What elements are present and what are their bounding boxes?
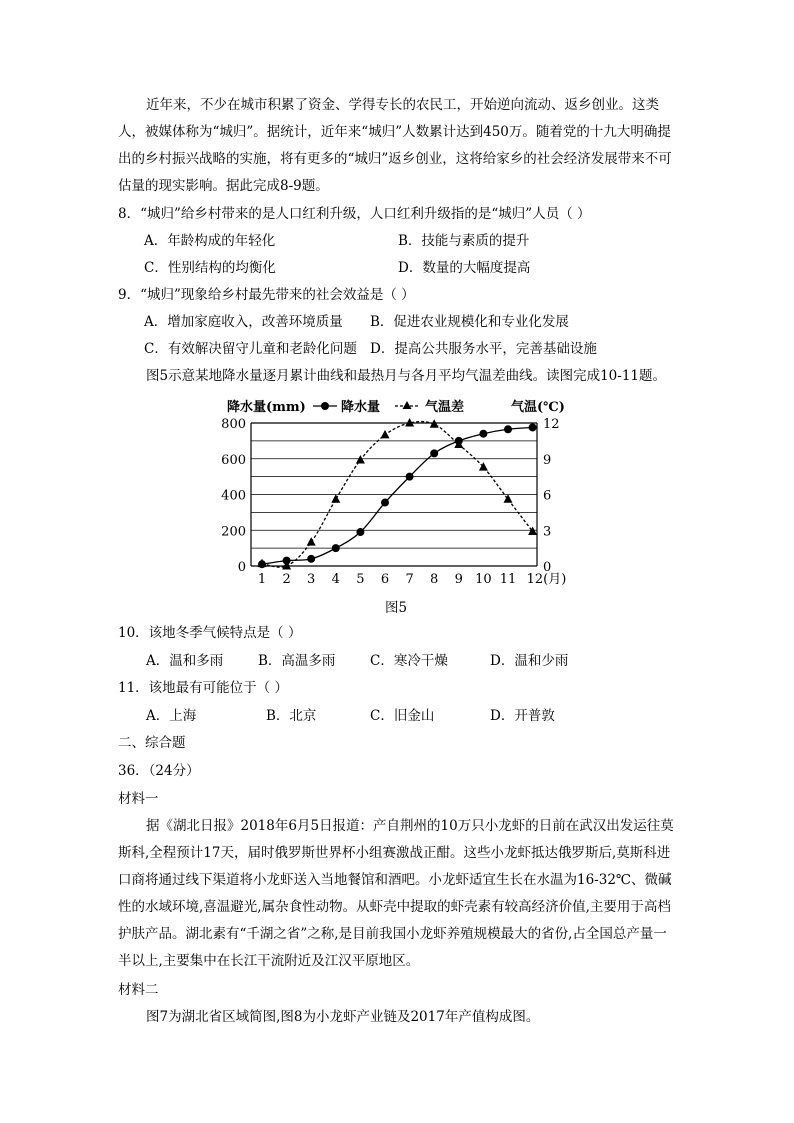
precip-point	[430, 449, 438, 457]
left-tick-label: 600	[221, 452, 246, 468]
tempdiff-point	[331, 494, 340, 503]
right-axis-label: 气温(℃)	[511, 400, 565, 415]
x-tick-label: 8	[430, 572, 439, 587]
left-tick-label: 800	[221, 417, 246, 432]
legend-tempdiff-marker	[403, 401, 412, 409]
precip-temp-chart	[215, 393, 575, 593]
question-8-option-b: B．技能与素质的提升	[398, 233, 530, 249]
question-11-option-b: B．北京	[266, 708, 317, 724]
x-tick-label: 7	[405, 572, 414, 587]
question-10-option-b: B．高温多雨	[258, 653, 336, 669]
precip-line	[262, 427, 533, 564]
left-tick-label: 200	[221, 524, 246, 540]
figure-intro: 图5示意某地降水量逐月累计曲线和最热月与各月平均气温差曲线。读图完成10-11题。	[146, 368, 667, 384]
precip-point	[406, 473, 414, 481]
right-tick-label: 9	[543, 452, 552, 468]
question-10-stem: 10．该地冬季气候特点是（ ）	[118, 625, 302, 641]
question-9-option-c: C．有效解决留守儿童和老龄化问题	[144, 341, 357, 357]
x-tick-label: 1	[257, 572, 267, 587]
material-2-text: 图7为湖北省区域简图,图8为小龙虾产业链及2017年产值构成图。	[146, 1009, 540, 1025]
question-11-option-c: C．旧金山	[370, 708, 435, 724]
question-8-option-a: A．年龄构成的年轻化	[144, 233, 276, 249]
tempdiff-point	[381, 430, 390, 439]
chart-ticks	[221, 417, 566, 587]
precip-point	[504, 425, 512, 433]
x-tick-label: 6	[380, 572, 390, 587]
x-tick-label: 5	[356, 572, 365, 587]
right-tick-label: 6	[543, 488, 552, 504]
tempdiff-point	[528, 526, 537, 535]
left-tick-label: 400	[221, 488, 246, 504]
x-tick-label: 2	[282, 572, 291, 587]
question-10-option-c: C．寒冷干燥	[370, 653, 448, 669]
question-9-stem: 9．“城归”现象给乡村最先带来的社会效益是（ ）	[118, 287, 415, 303]
precip-point	[479, 430, 487, 438]
tempdiff-point	[504, 494, 513, 503]
chart-gridlines	[251, 441, 537, 548]
x-tick-label: 9	[454, 572, 463, 587]
left-tick-label: 0	[237, 560, 246, 575]
question-36-header: 36．（24分）	[118, 763, 200, 779]
tempdiff-point	[307, 537, 316, 546]
question-8-option-d: D．数量的大幅度提高	[398, 260, 531, 276]
material-1-text: 据《湖北日报》2018年6月5日报道：产自荆州的10万只小龙虾的日前在武汉出发运往莫斯科,全程预计17天，届时俄罗斯世界杯小组赛激战正酣。这些小龙虾抵达俄罗斯后,莫斯科进口商将通过线下渠道将小龙虾送入当地餐馆和酒吧。小龙虾适宜生长在水温为16-32℃、微碱性的水域环境,喜温避光,属杂食性动物。从虾壳中提取的虾壳素有较高经济价值,主要用于高档护肤产品。湖北素有“千湖之省”之称,是目前我国小龙虾养殖规模最大的省份,占全国总产量一半以上,主要集中在长江干流附近及江汉平原地区。	[118, 818, 674, 969]
x-tick-label: 11	[499, 572, 517, 587]
legend-tempdiff-label: 气温差	[425, 400, 465, 415]
tempdiff-point	[479, 462, 488, 471]
x-tick-label: 4	[331, 572, 340, 587]
right-tick-label: 3	[543, 524, 552, 540]
material-2-title: 材料二	[118, 982, 159, 998]
x-tick-label: 3	[307, 572, 316, 587]
x-tick-label: 10	[475, 572, 492, 587]
precip-point	[332, 544, 340, 552]
precip-point	[529, 423, 537, 431]
question-9-option-d: D．提高公共服务水平，完善基础设施	[370, 341, 597, 357]
precip-point	[356, 528, 364, 536]
precip-point	[307, 555, 315, 563]
question-8-option-c: C．性别结构的均衡化	[144, 260, 276, 276]
question-9-option-b: B．促进农业规模化和专业化发展	[370, 314, 569, 330]
legend-precip-label: 降水量	[341, 400, 381, 415]
passage-chengui: 近年来，不少在城市积累了资金、学得专长的农民工，开始逆向流动、返乡创业。这类人，被媒体称为“城归”。据统计，近年来“城归”人数累计达到450万。随着党的十九大明确提出的乡村振兴战略的实施，将有更多的“城归”返乡创业，这将给家乡的社会经济发展带来不可估量的现实影响。据此完成8-9题。	[118, 97, 672, 194]
question-8-stem: 8．“城归”给乡村带来的是人口红利升级，人口红利升级指的是“城归”人员（ ）	[118, 206, 591, 222]
legend-precip-marker	[321, 402, 329, 410]
right-tick-label: 0	[543, 560, 552, 575]
question-10-option-a: A．温和多雨	[146, 653, 224, 669]
right-tick-label: 12	[543, 417, 560, 432]
left-axis-label: 降水量(mm)	[227, 400, 306, 415]
material-1-title: 材料一	[118, 791, 159, 807]
question-11-option-a: A．上海	[146, 708, 197, 724]
question-10-option-d: D．温和少雨	[490, 653, 569, 669]
chart-legend	[227, 399, 565, 415]
question-11-stem: 11．该地最有可能位于（ ）	[118, 680, 288, 696]
question-11-option-d: D．开普敦	[490, 708, 555, 724]
x-tick-label: 12(月)	[526, 572, 567, 587]
section-heading: 二、综合题	[118, 735, 186, 751]
figure-caption: 图5	[385, 600, 408, 616]
precip-point	[381, 499, 389, 507]
question-9-option-a: A．增加家庭收入，改善环境质量	[144, 314, 343, 330]
